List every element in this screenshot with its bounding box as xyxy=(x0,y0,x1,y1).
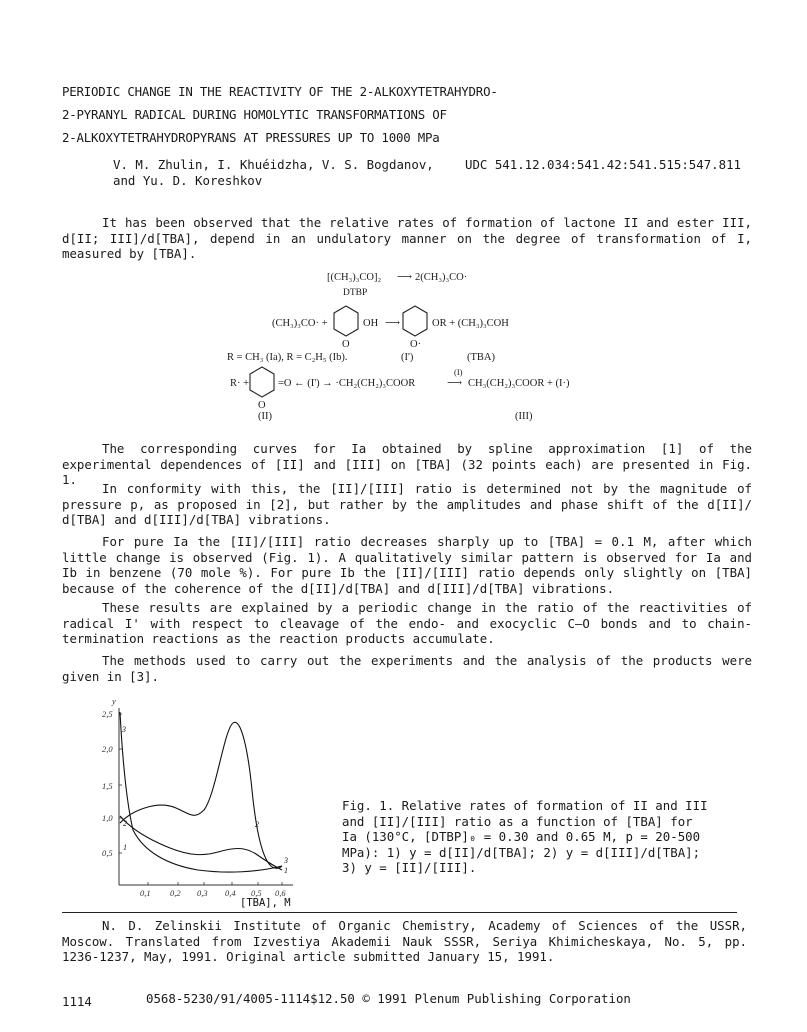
scheme-tba-label: (TBA) xyxy=(467,352,495,363)
x-tick-label: 0,3 xyxy=(197,888,208,898)
x-axis-label: [TBA], M xyxy=(240,897,291,909)
lactone-ring-icon xyxy=(247,365,277,401)
scheme-arrow-1: ⟶ xyxy=(397,272,413,283)
y-tick-label: 2,5 xyxy=(102,709,113,719)
scheme-tbo-radical: 2(CH₃)₃CO· xyxy=(415,272,468,283)
x-tick-label: 0,4 xyxy=(225,888,236,898)
curve-3-ratio xyxy=(120,712,282,872)
copyright-line: 0568-5230/91/4005-1114$12.50 © 1991 Plenum Publishing Corporation xyxy=(146,991,631,1006)
scheme-tbo-plus: (CH₃)₃CO· + xyxy=(272,318,328,329)
scheme-r-radical: R· + xyxy=(230,378,250,389)
paragraph-2: In conformity with this, the [II]/[III] ratio is determined not by the magnitude of pressure p, as proposed in [2], but rather by the amplitudes and phase shift of the d[II]/ d[TBA] and d[III]/d[TBA] vibrations. xyxy=(62,481,752,528)
curve-label: 1 xyxy=(123,843,127,852)
curve-label: 3 xyxy=(284,856,288,865)
tetrahydropyran-ring-icon xyxy=(331,304,361,340)
y-tick-label: 2,0 xyxy=(102,744,113,754)
compound-label-II: (II) xyxy=(258,411,272,422)
scheme-arrow-2: ⟶ xyxy=(385,318,401,329)
title-line-3: 2-ALKOXYTETRAHYDROPYRANS AT PRESSURES UP TO 1000 MPa xyxy=(62,130,440,145)
title-line-1: PERIODIC CHANGE IN THE REACTIVITY OF THE 2-ALKOXYTETRAHYDRO- xyxy=(62,84,498,99)
paragraph-1: The corresponding curves for Ia obtained by spline approximation [1] of the experimental dependences of [II] and [III] on [TBA] (32 points each) are presented in Fig. 1. xyxy=(62,441,752,488)
x-tick-label: 0,2 xyxy=(170,888,181,898)
scheme-r-definitions: R = CH₃ (Ia), R = C₂H₅ (Ib). xyxy=(227,352,348,363)
pyranyl-radical-ring-icon xyxy=(400,304,430,340)
y-tick-label: 1,0 xyxy=(102,813,113,823)
y-tick-label: 1,5 xyxy=(102,781,113,791)
paragraph-3: For pure Ia the [II]/[III] ratio decreases sharply up to [TBA] = 0.1 M, after which little change is observed (Fig. 1). A qualitatively similar pattern is observed for Ia and Ib in benzene (70 mole %). For pure Ib the [II]/[III] ratio depends only slightly on [TBA] because of the coherence of the d[II]/d[TBA] and d[III]/d[TBA] vibrations. xyxy=(62,534,752,596)
footnote-divider xyxy=(62,912,737,913)
footnote-affiliation: N. D. Zelinskii Institute of Organic Chemistry, Academy of Sciences of the USSR, Moscow. Translated from Izvestiya Akademii Nauk SSSR, Seriya Khimicheskaya, No. 5, pp. 1236-1237, May, 1991. Original article submitted January 15, 1991. xyxy=(62,918,747,965)
intro-paragraph: It has been observed that the relative rates of formation of lactone II and ester III, d[II; III]/d[TBA], depend in an undulatory manner on the degree of transformation of I, measured by [TBA]. xyxy=(62,215,752,262)
scheme-ester-product: CH₃(CH₂)₃COOR + (I·) xyxy=(468,378,570,389)
curve-label: 2 xyxy=(255,820,259,829)
axis-ticks xyxy=(119,714,282,885)
y-axis-label: y xyxy=(112,696,116,706)
figure-1-caption-text: Fig. 1. Relative rates of formation of II and III and [II]/[III] ratio as a function of [TBA] for Ia (130°C, [DTBP]₀ = 0.30 and 0.65 M, p = 20-500 MPa): 1) y = d[II]/d[TBA]; 2) y = d[III]/d[TBA]; 3) y = [II]/[III]. xyxy=(342,798,708,875)
authors-line-1: V. M. Zhulin, I. Khuéidzha, V. S. Bogdanov, xyxy=(113,157,434,172)
scheme-ring-o-1: O xyxy=(342,339,350,350)
y-tick-label: 0,5 xyxy=(102,848,113,858)
scheme-arrow-label: (I) xyxy=(454,367,463,377)
figure-1-plot xyxy=(98,690,318,910)
x-tick-label: 0,1 xyxy=(140,888,151,898)
scheme-dtbp-formula: [(CH₃)₃CO]₂ xyxy=(327,272,382,283)
scheme-arrow-3: ⟶ xyxy=(447,378,463,389)
paragraph-4: These results are explained by a periodic change in the ratio of the reactivities of radical I' with respect to cleavage of the endo- and exocyclic C–O bonds and to chain-termination reactions as the reaction products accumulate. xyxy=(62,600,752,647)
figure-1-caption xyxy=(342,798,714,876)
authors-line-2: and Yu. D. Koreshkov xyxy=(113,173,263,188)
curve-label: 1 xyxy=(284,866,288,875)
curve-label: 3 xyxy=(122,725,126,734)
x-tick-label: 0,6 xyxy=(275,888,286,898)
scheme-or-group: OH xyxy=(363,318,379,329)
scheme-cleavage-path: =O ← (I') → ·CH₂(CH₂)₃COOR xyxy=(278,378,416,389)
title-line-2: 2-PYRANYL RADICAL DURING HOMOLYTIC TRANSFORMATIONS OF xyxy=(62,107,447,122)
compound-label-III: (III) xyxy=(515,411,533,422)
paragraph-5: The methods used to carry out the experiments and the analysis of the products were given in [3]. xyxy=(62,653,752,684)
udc-code: UDC 541.12.034:541.42:541.515:547.811 xyxy=(465,157,742,172)
scheme-i-prime-label: (I') xyxy=(401,352,414,363)
page-number: 1114 xyxy=(62,994,92,1009)
x-tick-label: 0,5 xyxy=(251,888,262,898)
scheme-products-1: OR + (CH₃)₃COH xyxy=(432,318,509,329)
scheme-ring-o-2: O· xyxy=(410,339,422,350)
scheme-ring-o-3: O xyxy=(258,400,266,411)
scheme-dtbp-label: DTBP xyxy=(343,288,368,298)
curve-label: 2 xyxy=(123,819,127,828)
